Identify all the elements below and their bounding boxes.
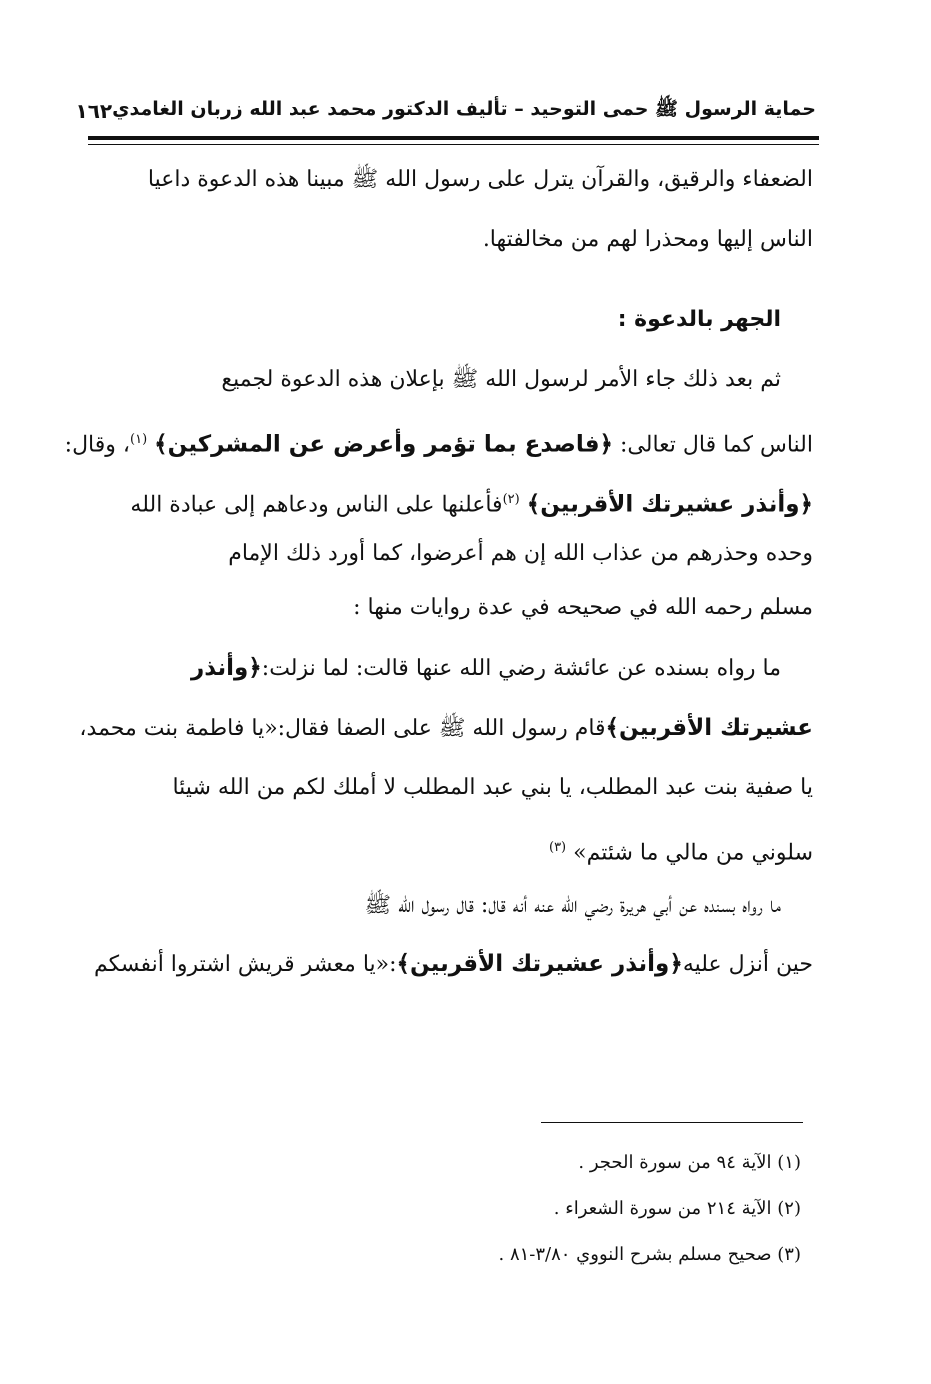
footnote-ref: (٣) xyxy=(548,840,567,855)
text-run: سلوني من مالي ما شئتم» xyxy=(573,840,813,866)
text-line xyxy=(86,470,813,530)
text-line: ثم بعد ذلك جاء الأمر لرسول الله ﷺ بإعلان هذه الدعوة لجميع xyxy=(221,367,781,392)
footnotes xyxy=(86,1140,801,1278)
footnote-2: (٢) الآية ٢١٤ من سورة الشعراء . xyxy=(553,1198,801,1219)
section-heading: الجهر بالدعوة : xyxy=(617,307,781,332)
quran-verse: ﴿وأنذر عشيرتك الأقربين﴾ xyxy=(526,491,813,518)
text-line: ما رواه بسنده عن أبي هريرة رضي الله عنه أنه قال: قال رسول الله ﷺ xyxy=(364,893,781,918)
text-line xyxy=(86,934,813,994)
text-line xyxy=(86,818,813,878)
main-text xyxy=(64,150,813,994)
text-line: الناس إليها ومحذرا لهم من مخالفتها. xyxy=(482,227,813,252)
text-run: ، وقال: xyxy=(64,432,130,458)
footnote-separator xyxy=(541,1122,803,1123)
text-line xyxy=(79,698,813,758)
text-line: مسلم رحمه الله في صحيحه في عدة روايات منها : xyxy=(353,595,813,620)
quran-verse: ﴿فاصدع بما تؤمر وأعرض عن المشركين﴾ xyxy=(154,431,614,458)
footnote-3: (٣) صحيح مسلم بشرح النووي ٣/٨٠-٨١ . xyxy=(498,1244,801,1265)
quran-verse: ﴿وأنذر عشيرتك الأقربين﴾ xyxy=(396,951,683,977)
text-line: يا صفية بنت عبد المطلب، يا بني عبد المطلب لا أملك لكم من الله شيئا xyxy=(172,775,813,800)
text-run: قام رسول الله ﷺ على الصفا فقال:«يا فاطمة بنت محمد، xyxy=(79,716,606,741)
footnote-ref: (٢) xyxy=(502,492,520,507)
header-title: حماية الرسول ﷺ حمى التوحيد – تأليف الدكتور محمد عبد الله زربان الغامدي xyxy=(112,98,816,120)
text-run: الناس كما قال تعالى: xyxy=(613,432,813,458)
text-run: حين أنزل عليه xyxy=(682,952,813,977)
footnote-ref: (١) xyxy=(130,432,148,447)
header-rule-thick xyxy=(88,136,819,140)
text-run: فأعلنها على الناس ودعاهم إلى عبادة الله xyxy=(130,492,503,518)
text-line xyxy=(86,638,813,698)
footnote-1: (١) الآية ٩٤ من سورة الحجر . xyxy=(578,1152,801,1173)
text-line: الضعفاء والرقيق، والقرآن يترل على رسول الله ﷺ مبينا هذه الدعوة داعيا xyxy=(147,167,813,192)
header-rule-thin xyxy=(88,144,819,145)
text-run: ما رواه بسنده عن عائشة رضي الله عنها قالت: لما نزلت: xyxy=(261,656,781,681)
quran-verse: ﴿وأنذر xyxy=(190,655,262,681)
running-header xyxy=(75,90,816,132)
text-line xyxy=(64,410,813,470)
text-run: :«يا معشر قريش اشتروا أنفسكم xyxy=(94,952,397,977)
text-line: وحده وحذرهم من عذاب الله إن هم أعرضوا، كما أورد ذلك الإمام xyxy=(228,541,813,566)
quran-verse: عشيرتك الأقربين﴾ xyxy=(605,715,813,741)
page-number: ١٦٢ xyxy=(75,99,113,123)
